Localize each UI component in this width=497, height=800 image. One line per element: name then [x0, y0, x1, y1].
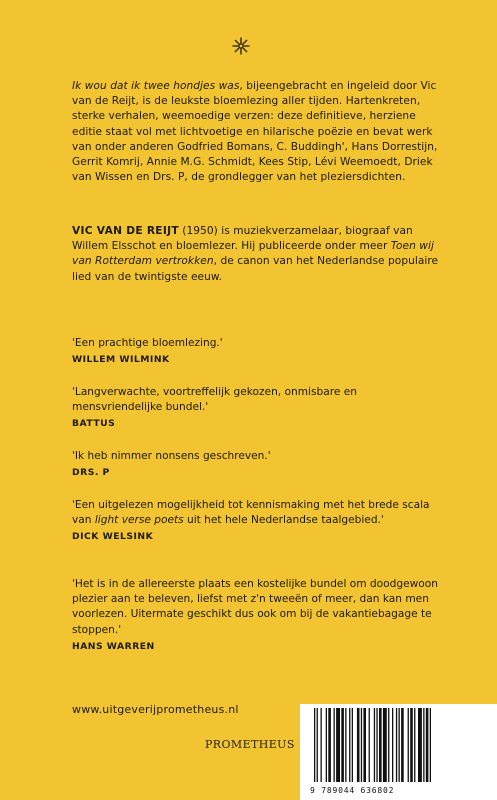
barcode-bar [341, 708, 344, 782]
barcode-bar [383, 708, 387, 782]
asterisk-star-icon [232, 37, 250, 55]
quote-text: 'Langverwachte, voortreffelijk gekozen, onmisbare en mensvriendelijke bundel.' [72, 386, 357, 414]
bio-text-1: (1950) is muziekverzamelaar, biograaf van Willem Elsschot en bloemlezer. Hij publiceerde onder meer [72, 225, 413, 253]
barcode-bar [321, 708, 322, 782]
barcode-bar [328, 708, 331, 782]
quote-source: DRS. P [72, 467, 110, 479]
quote-warren [72, 577, 442, 654]
barcode-bar [376, 708, 377, 782]
quote-text: 'Het is in de allereerste plaats een kostelijke bundel om doodgewoon plezier aan te beleven, liefst met z'n tweeën of meer, dan kan men voorlezen. Uitermate geschikt dus ook om bij de vakantiebagage te stoppen.' [72, 578, 438, 636]
quote-wilmink [72, 336, 442, 367]
quote-welsink [72, 498, 442, 545]
quote-source: WILLEM WILMINK [72, 354, 170, 366]
barcode-bar [314, 708, 315, 782]
quote-text-italic: light verse poets [94, 514, 184, 527]
quote-source: DICK WELSINK [72, 531, 154, 543]
barcode-bar [345, 708, 346, 782]
barcode-bar [379, 708, 382, 782]
barcode [300, 704, 497, 800]
barcode-bar [401, 708, 404, 782]
blurb-text: , bijeengebracht en ingeleid door Vic van de Reijt, is de leukste bloemlezing aller tijden. Hartenkreten, sterke verhalen, weemoedige verzen: deze definitieve, herziene editie staat vol met lichtvoetige en hilarische poëzie en bevat werk van onder anderen Godfried Bomans, C. Buddingh', Hans Dorrestijn, Gerrit Komrij, Annie M.G. Schmidt, Kees Stip, Lévi Weemoedt, Driek van Wissen en Drs. P, de grondlegger van het pleziersdichten. [72, 80, 438, 184]
bio-text-2: , de canon van het Nederlandse populaire lied van de twintigste eeuw. [72, 255, 439, 283]
barcode-bar [352, 708, 353, 782]
author-name: VIC VAN DE REIJT [72, 225, 179, 237]
quote-text: 'Ik heb nimmer nonsens geschreven.' [72, 450, 271, 462]
barcode-bar [317, 708, 318, 782]
barcode-bar [430, 708, 431, 782]
quote-battus [72, 385, 442, 432]
barcode-bar [326, 708, 327, 782]
barcode-bar [374, 708, 375, 782]
barcode-bar [414, 708, 415, 782]
barcode-bar [334, 708, 335, 782]
quote-text: 'Een prachtige bloemlezing.' [72, 337, 223, 349]
barcode-bar [410, 708, 413, 782]
barcode-bar [363, 708, 366, 782]
barcode-bar [369, 708, 370, 782]
bio-book-title: Toen wij van Rotterdam vertrokken [72, 240, 434, 268]
quote-text-part: 'Een uitgelezen mogelijkheid tot kennismaking met het brede scala van [72, 499, 430, 527]
barcode-bar [396, 708, 397, 782]
quote-source: BATTUS [72, 418, 116, 430]
quote-source: HANS WARREN [72, 640, 155, 652]
publisher-logo: PROMETHEUS [205, 738, 295, 751]
blurb-paragraph [72, 79, 442, 185]
quote-text [72, 498, 442, 528]
publisher-website[interactable]: www.uitgeverijprometheus.nl [72, 703, 239, 716]
barcode-bar [423, 708, 424, 782]
barcode-bar [349, 708, 350, 782]
barcode-bars [312, 708, 484, 784]
barcode-bar [357, 708, 360, 782]
barcode-bar [418, 708, 422, 782]
quote-text-part: uit het hele Nederlandse taalgebied.' [183, 514, 384, 527]
barcode-bar [392, 708, 393, 782]
barcode-bar [408, 708, 409, 782]
author-bio [72, 224, 442, 285]
barcode-bar [388, 708, 389, 782]
barcode-digits: 9 789044 636802 [310, 786, 395, 795]
quote-drs-p [72, 449, 442, 480]
barcode-bar [426, 708, 429, 782]
barcode-bar [361, 708, 362, 782]
barcode-bar [336, 708, 340, 782]
barcode-bar [399, 708, 400, 782]
book-title: Ik wou dat ik twee hondjes was [72, 80, 240, 92]
